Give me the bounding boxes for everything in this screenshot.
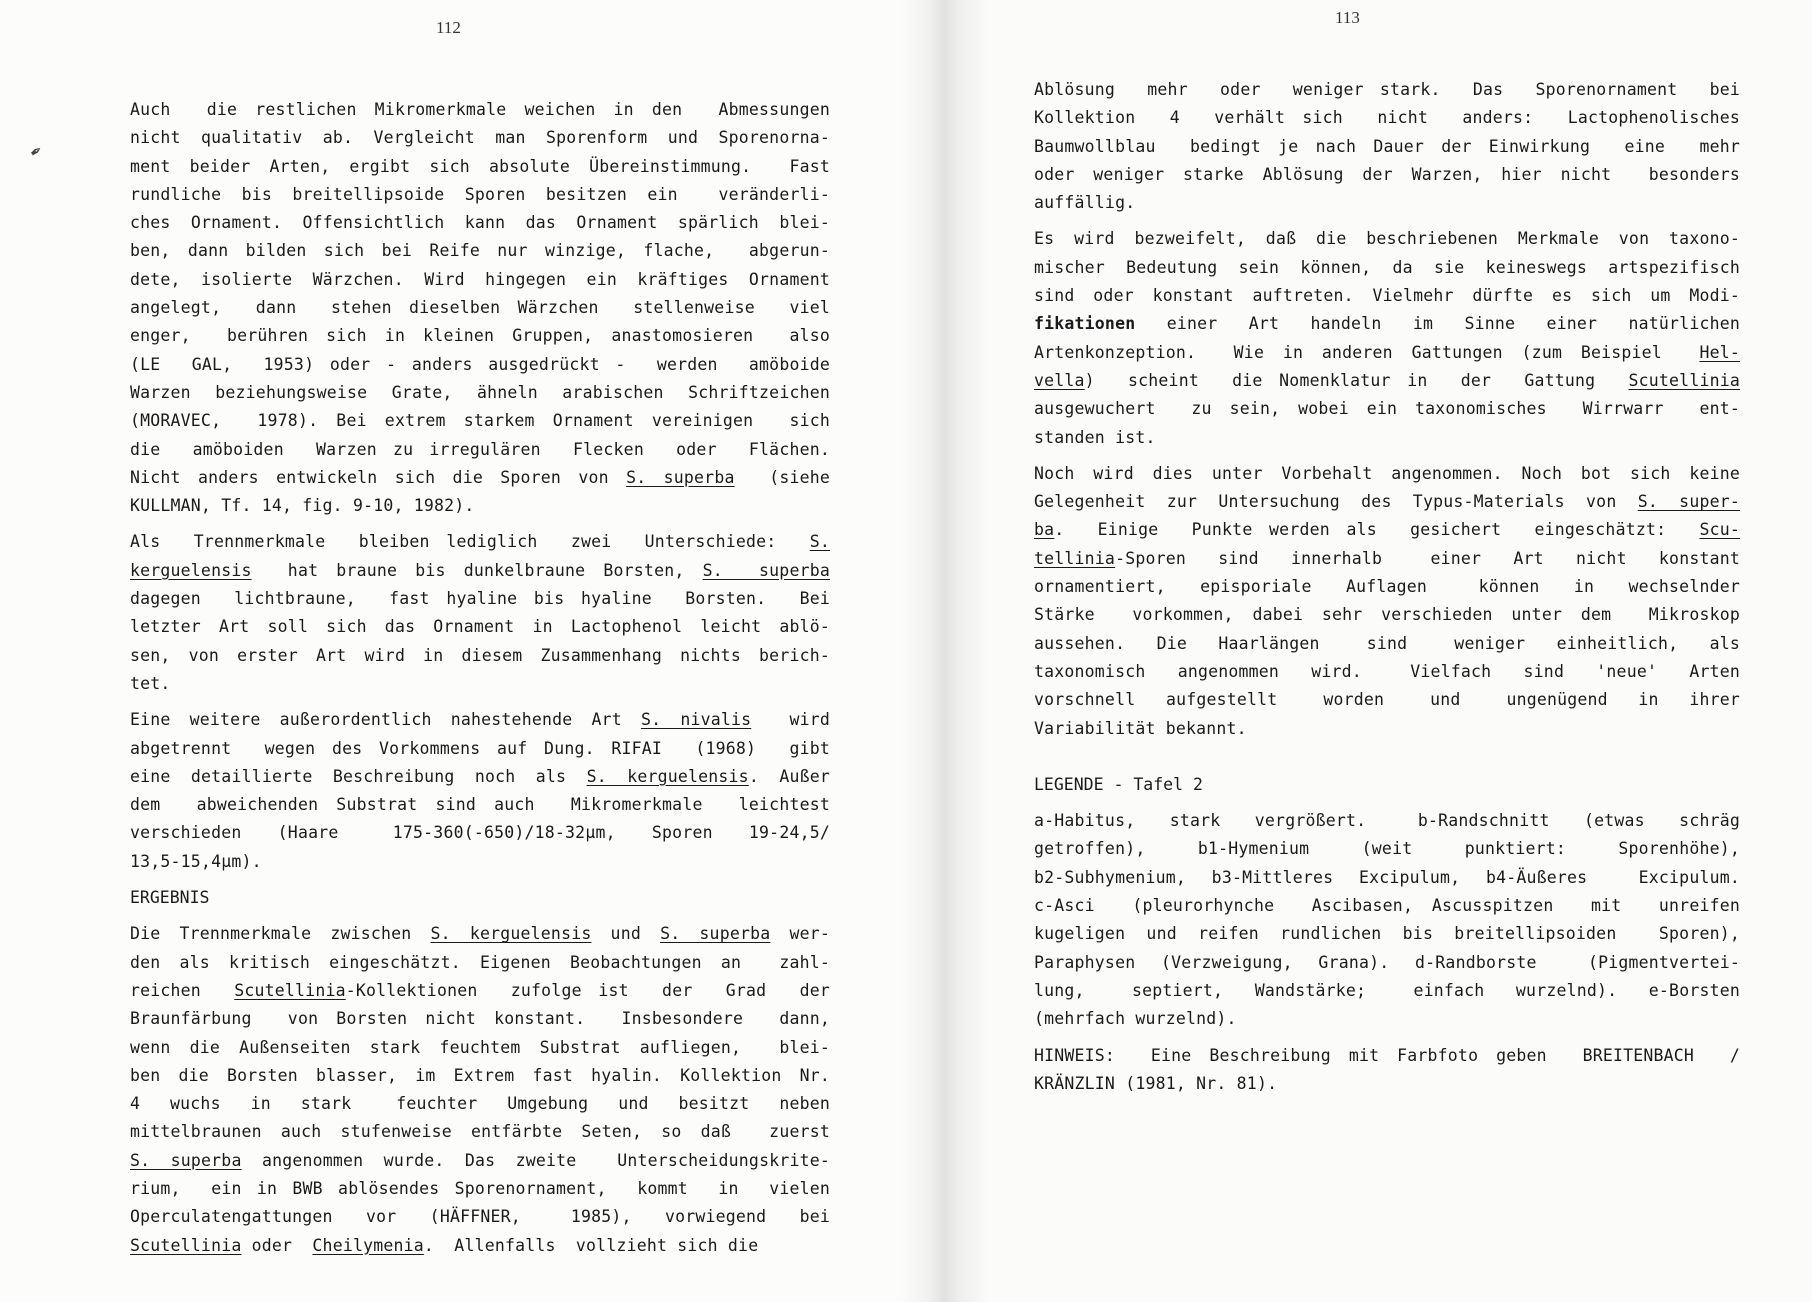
paragraph-gap (130, 520, 830, 528)
paragraph (1034, 225, 1740, 451)
text-line: oder weniger starke Ablösung der Warzen, hier nicht besonders (1034, 164, 1740, 184)
paragraph-gap (1034, 743, 1740, 771)
text-line: reichen Scutellinia-Kollektionen zufolge ist der Grad der (130, 980, 830, 1000)
paragraph (130, 96, 830, 520)
text-line: verschieden (Haare 175-360(-650)/18-32µm, Sporen 19-24,5/ (130, 823, 830, 843)
text-line: Als Trennmerkmale bleiben lediglich zwei Unterschiede: S. (130, 532, 830, 552)
text-line: kugeligen und reifen rundlichen bis breitellipsoiden Sporen), (1034, 924, 1740, 944)
text-line: sen, von erster Art wird in diesem Zusammenhang nichts berich- (130, 645, 830, 665)
text-line: nicht qualitativ ab. Vergleicht man Sporenform und Sporenorna- (130, 128, 830, 148)
paragraph-gap (130, 698, 830, 706)
text-line: die amöboiden Warzen zu irregulären Flecken oder Flächen. (130, 439, 830, 459)
text-line: Ablösung mehr oder weniger stark. Das Sporenornament bei (1034, 80, 1740, 99)
ink-mark-icon: ✒ (24, 138, 46, 163)
text-line: Eine weitere außerordentlich nahestehende Art S. nivalis wird (130, 710, 830, 730)
right-text-column (1034, 76, 1740, 1098)
text-line: abgetrennt wegen des Vorkommens auf Dung. RIFAI (1968) gibt (130, 738, 830, 758)
paragraph (1034, 76, 1740, 217)
paragraph (1034, 807, 1740, 1033)
text-line: S. superba angenommen wurde. Das zweite Unterscheidungskrite- (130, 1150, 830, 1170)
text-line: (mehrfach wurzelnd). (1034, 1009, 1237, 1029)
paragraph (1034, 460, 1740, 743)
text-line: Kollektion 4 verhält sich nicht anders: Lactophenolisches (1034, 108, 1740, 128)
text-line: Noch wird dies unter Vorbehalt angenommen. Noch bot sich keine (1034, 463, 1740, 483)
text-line: den als kritisch eingeschätzt. Eigenen Beobachtungen an zahl- (130, 952, 830, 972)
text-line: enger, berühren sich in kleinen Gruppen, anastomosieren also (130, 326, 830, 346)
text-line: (MORAVEC, 1978). Bei extrem starkem Ornament vereinigen sich (130, 411, 830, 431)
paragraph-gap (130, 912, 830, 920)
paragraph (1034, 1042, 1740, 1099)
text-line: KRÄNZLIN (1981, Nr. 81). (1034, 1073, 1278, 1093)
text-line: Gelegenheit zur Untersuchung des Typus-Materials von S. super- (1034, 492, 1740, 512)
text-line: ba. Einige Punkte werden als gesichert eingeschätzt: Scu- (1034, 520, 1740, 540)
text-line: Artenkonzeption. Wie in anderen Gattungen (zum Beispiel Hel- (1034, 342, 1740, 362)
page-number: 113 (1335, 8, 1360, 27)
text-line: c-Asci (pleurorhynche Ascibasen, Ascusspitzen mit unreifen (1034, 896, 1740, 916)
page-number: 112 (436, 18, 461, 37)
text-line: lung, septiert, Wandstärke; einfach wurzelnd). e-Borsten (1034, 980, 1740, 1000)
book-gutter (900, 0, 990, 1302)
text-line: sind oder konstant auftreten. Vielmehr dürfte es sich um Modi- (1034, 286, 1740, 306)
text-line: ornamentiert, episporiale Auflagen können in wechselnder (1034, 577, 1740, 597)
text-line: 13,5-15,4µm). (130, 851, 262, 871)
text-line: auffällig. (1034, 193, 1136, 213)
text-line: Warzen beziehungsweise Grate, ähneln arabischen Schriftzeichen (130, 382, 830, 402)
paragraph-gap (130, 876, 830, 884)
text-line: dagegen lichtbraune, fast hyaline bis hyaline Borsten. Bei (130, 589, 830, 609)
text-line: angelegt, dann stehen dieselben Wärzchen stellenweise viel (130, 298, 830, 318)
text-line: standen ist. (1034, 427, 1156, 447)
paragraph (130, 706, 830, 876)
text-line: ausgewuchert zu sein, wobei ein taxonomisches Wirrwarr ent- (1034, 399, 1740, 419)
text-line: getroffen), b1-Hymenium (weit punktiert: Sporenhöhe), (1034, 839, 1740, 859)
paragraph (130, 528, 830, 698)
text-line: ben die Borsten blasser, im Extrem fast hyalin. Kollektion Nr. (130, 1065, 830, 1085)
text-line: kerguelensis hat braune bis dunkelbraune Borsten, S. superba (130, 560, 830, 580)
text-line: Nicht anders entwickeln sich die Sporen von S. superba (siehe (130, 467, 831, 487)
text-line: KULLMAN, Tf. 14, fig. 9-10, 1982). (130, 496, 475, 516)
paragraph-gap (1034, 799, 1740, 807)
text-line: Es wird bezweifelt, daß die beschriebenen Merkmale von taxono- (1034, 229, 1740, 249)
paragraph-gap (1034, 217, 1740, 225)
text-line: a-Habitus, stark vergrößert. b-Randschnitt (etwas schräg (1034, 811, 1740, 831)
text-line: Variabilität bekannt. (1034, 718, 1247, 738)
text-line: fikationen einer Art handeln im Sinne einer natürlichen (1034, 314, 1740, 334)
paragraph (130, 920, 830, 1260)
text-line: mischer Bedeutung sein können, da sie keineswegs artspezifisch (1034, 257, 1740, 277)
text-line: HINWEIS: Eine Beschreibung mit Farbfoto geben BREITENBACH / (1034, 1045, 1740, 1065)
text-line: rium, ein in BWB ablösendes Sporenornament, kommt in vielen (130, 1178, 830, 1198)
text-line: letzter Art soll sich das Ornament in Lactophenol leicht ablö- (130, 617, 830, 637)
text-line: dem abweichenden Substrat sind auch Mikromerkmale leichtest (130, 795, 830, 815)
text-line: eine detaillierte Beschreibung noch als S. kerguelensis. Außer (130, 766, 830, 786)
text-line: Die Trennmerkmale zwischen S. kerguelensis und S. superba wer- (130, 924, 831, 944)
text-line: rundliche bis breitellipsoide Sporen besitzen ein veränderli- (130, 184, 830, 204)
text-line: b2-Subhymenium, b3-Mittleres Excipulum, b4-Äußeres Excipulum. (1034, 867, 1740, 887)
text-line: Scutellinia oder Cheilymenia. Allenfalls vollzieht sich die (130, 1235, 759, 1255)
text-line: taxonomisch angenommen wird. Vielfach sind 'neue' Arten (1034, 661, 1740, 681)
text-line: aussehen. Die Haarlängen sind weniger einheitlich, als (1034, 633, 1740, 653)
text-line: Stärke vorkommen, dabei sehr verschieden unter dem Mikroskop (1034, 605, 1740, 625)
section-heading: LEGENDE - Tafel 2 (1034, 774, 1203, 794)
section-heading: ERGEBNIS (130, 888, 210, 908)
text-line: 4 wuchs in stark feuchter Umgebung und besitzt neben (130, 1094, 830, 1114)
text-line: Baumwollblau bedingt je nach Dauer der Einwirkung eine mehr (1034, 136, 1740, 156)
text-line: (LE GAL, 1953) oder - anders ausgedrückt - werden amöboide (130, 354, 830, 374)
text-line: Braunfärbung von Borsten nicht konstant. Insbesondere dann, (130, 1009, 830, 1029)
text-line: Paraphysen (Verzweigung, Grana). d-Randborste (Pigmentvertei- (1034, 952, 1740, 972)
text-line: wenn die Außenseiten stark feuchtem Substrat aufliegen, blei- (130, 1037, 830, 1057)
right-page (930, 0, 1812, 1302)
text-line: Operculatengattungen vor (HÄFFNER, 1985), vorwiegend bei (130, 1207, 830, 1227)
text-line: vella) scheint die Nomenklatur in der Gattung Scutellinia (1034, 370, 1740, 390)
text-line: ment beider Arten, ergibt sich absolute Übereinstimmung. Fast (130, 156, 830, 176)
paragraph-gap (1034, 1034, 1740, 1042)
text-line: dete, isolierte Wärzchen. Wird hingegen ein kräftiges Ornament (130, 269, 830, 289)
text-line: ches Ornament. Offensichtlich kann das Ornament spärlich blei- (130, 213, 830, 233)
text-line: vorschnell aufgestellt worden und ungenügend in ihrer (1034, 690, 1740, 710)
paragraph-gap (1034, 452, 1740, 460)
text-line: tet. (130, 673, 171, 693)
text-line: tellinia-Sporen sind innerhalb einer Art nicht konstant (1034, 548, 1740, 568)
text-line: mittelbraunen auch stufenweise entfärbte Seten, so daß zuerst (130, 1122, 830, 1142)
text-line: ben, dann bilden sich bei Reife nur winzige, flache, abgerun- (130, 241, 830, 261)
text-line: Auch die restlichen Mikromerkmale weichen in den Abmessungen (130, 100, 830, 119)
left-text-column (130, 96, 830, 1260)
